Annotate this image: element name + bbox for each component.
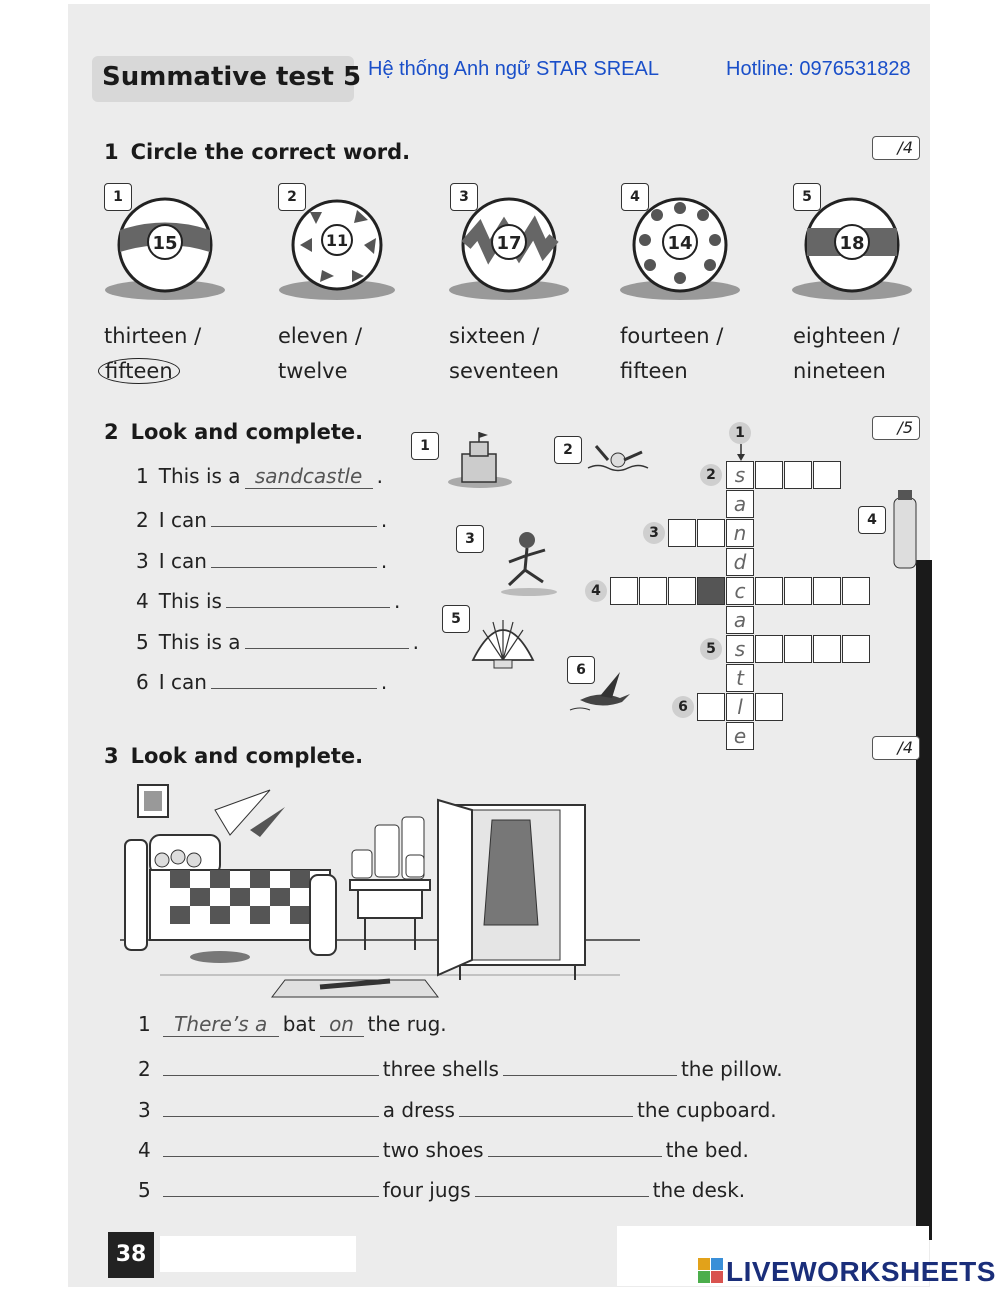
item-number: 1 (104, 183, 132, 211)
footer-blank-box (160, 1236, 356, 1272)
swimmer-picture (588, 446, 648, 471)
section3-line: 2 three shells the pillow. (138, 1053, 783, 1081)
ball-number: 17 (496, 233, 522, 254)
crossword-cell[interactable] (813, 635, 841, 663)
option-word[interactable]: fourteen / (620, 324, 724, 348)
picture-number: 4 (858, 506, 886, 534)
answer-blank[interactable] (211, 545, 377, 568)
item-number: 3 (450, 183, 478, 211)
crossword-cell[interactable]: l (726, 693, 754, 721)
section3-heading: 3 Look and complete. (104, 744, 364, 768)
ball-4 (620, 199, 740, 300)
crossword-clue-number: 4 (585, 580, 607, 602)
ball-3 (449, 199, 569, 300)
crossword-cell[interactable] (668, 577, 696, 605)
answer-blank[interactable] (163, 1174, 379, 1197)
option-word[interactable]: sixteen / (449, 324, 540, 348)
item-number: 4 (621, 183, 649, 211)
section3-line: 4 two shoes the bed. (138, 1134, 749, 1162)
picture-number: 1 (411, 432, 439, 460)
crossword-cell[interactable] (755, 635, 783, 663)
section3-line: 1 There’s a bat on the rug. (138, 1012, 447, 1036)
section3-line: 3 a dress the cupboard. (138, 1094, 777, 1122)
option-word-circled[interactable]: fifteen (104, 359, 180, 383)
crossword-cell[interactable]: a (726, 606, 754, 634)
hotline: Hotline: 0976531828 (726, 58, 911, 80)
answer-blank[interactable]: There’s a (163, 1014, 279, 1037)
answer-blank[interactable] (459, 1094, 633, 1117)
answer-blank[interactable] (245, 626, 409, 649)
option-word[interactable]: eighteen / (793, 324, 900, 348)
crossword-cell-blocked (697, 577, 725, 605)
crossword-cell[interactable]: d (726, 548, 754, 576)
option-word[interactable]: seventeen (449, 359, 559, 383)
crossword-cell[interactable]: s (726, 461, 754, 489)
ball-number: 18 (839, 233, 865, 254)
crossword-clue-number: 1 (729, 422, 751, 444)
answer-blank[interactable] (211, 504, 377, 527)
answer-blank[interactable] (488, 1134, 662, 1157)
bedroom-picture (120, 775, 640, 1000)
picture-number: 5 (442, 605, 470, 633)
section2-line: 6 I can . (136, 666, 387, 694)
liveworksheets-logo-icon (698, 1258, 724, 1284)
answer-blank[interactable] (163, 1094, 379, 1117)
ball-2 (279, 201, 395, 300)
crossword-cell[interactable] (784, 461, 812, 489)
section2-heading: 2 Look and complete. (104, 420, 364, 444)
crossword-cell[interactable] (784, 635, 812, 663)
answer-blank[interactable]: on (320, 1014, 364, 1037)
page-title: Summative test 5 (102, 62, 362, 92)
section2-line: 4 This is . (136, 585, 400, 613)
org-name: Hệ thống Anh ngữ STAR SREAL (368, 58, 659, 80)
section2-line: 2 I can . (136, 504, 387, 532)
crossword-cell[interactable] (755, 461, 783, 489)
section3-line: 5 four jugs the desk. (138, 1174, 745, 1202)
picture-number: 3 (456, 525, 484, 553)
section2-score: /5 (872, 416, 920, 440)
section3-score: /4 (872, 736, 920, 760)
crossword-cell[interactable] (755, 577, 783, 605)
bird-picture (570, 672, 630, 710)
answer-blank[interactable]: sandcastle (245, 466, 373, 489)
section1-score: /4 (872, 136, 920, 160)
crossword-cell[interactable] (813, 461, 841, 489)
crossword-clue-number: 6 (672, 696, 694, 718)
picture-number: 6 (567, 656, 595, 684)
crossword-clue-number: 5 (700, 638, 722, 660)
crossword-cell[interactable]: s (726, 635, 754, 663)
liveworksheets-logo: LIVEWORKSHEETS (726, 1256, 996, 1287)
crossword-cell[interactable] (639, 577, 667, 605)
section2-line: 5 This is a . (136, 626, 419, 654)
crossword-cell[interactable] (842, 635, 870, 663)
crossword-cell[interactable]: n (726, 519, 754, 547)
item-number: 2 (278, 183, 306, 211)
item-number: 5 (793, 183, 821, 211)
crossword-cell[interactable] (697, 693, 725, 721)
bed-quilt (150, 870, 330, 940)
balls-illustration (100, 190, 930, 310)
crossword-cell[interactable] (842, 577, 870, 605)
runner-picture (501, 532, 557, 596)
crossword-cell[interactable]: c (726, 577, 754, 605)
crossword-cell[interactable] (610, 577, 638, 605)
section2-line: 3 I can . (136, 545, 387, 573)
ball-5 (792, 199, 912, 300)
answer-blank[interactable] (226, 585, 390, 608)
crossword-cell[interactable] (813, 577, 841, 605)
answer-blank[interactable] (475, 1174, 649, 1197)
option-word[interactable]: twelve (278, 359, 348, 383)
crossword-cell[interactable] (697, 519, 725, 547)
crossword-cell[interactable] (755, 693, 783, 721)
crossword-cell[interactable] (668, 519, 696, 547)
crossword-cell[interactable]: t (726, 664, 754, 692)
sandcastle-picture (448, 432, 512, 488)
crossword-cell[interactable]: e (726, 722, 754, 750)
option-word[interactable]: fifteen (620, 359, 688, 383)
answer-blank[interactable] (163, 1134, 379, 1157)
section1-heading: 1 Circle the correct word. (104, 140, 411, 164)
crossword-cell[interactable]: a (726, 490, 754, 518)
crossword-clue-number: 3 (643, 522, 665, 544)
page-edge-shadow (916, 560, 932, 1240)
ball-1 (105, 199, 225, 300)
picture-number: 2 (554, 436, 582, 464)
section2-line: 1 This is a sandcastle . (136, 464, 383, 488)
answer-blank[interactable] (211, 666, 377, 689)
ball-number: 14 (667, 233, 693, 254)
ball-number: 15 (152, 233, 178, 254)
shell-picture (473, 620, 533, 668)
answer-blank[interactable] (163, 1053, 379, 1076)
page-number: 38 (108, 1232, 154, 1278)
sunscreen-picture (888, 490, 918, 570)
crossword-clue-number: 2 (700, 464, 722, 486)
crossword-cell[interactable] (784, 577, 812, 605)
option-word: thirteen / (104, 324, 202, 348)
answer-blank[interactable] (503, 1053, 677, 1076)
option-word[interactable]: nineteen (793, 359, 886, 383)
ball-number: 11 (325, 231, 349, 250)
option-word[interactable]: eleven / (278, 324, 363, 348)
arrow-down-icon (735, 444, 747, 462)
